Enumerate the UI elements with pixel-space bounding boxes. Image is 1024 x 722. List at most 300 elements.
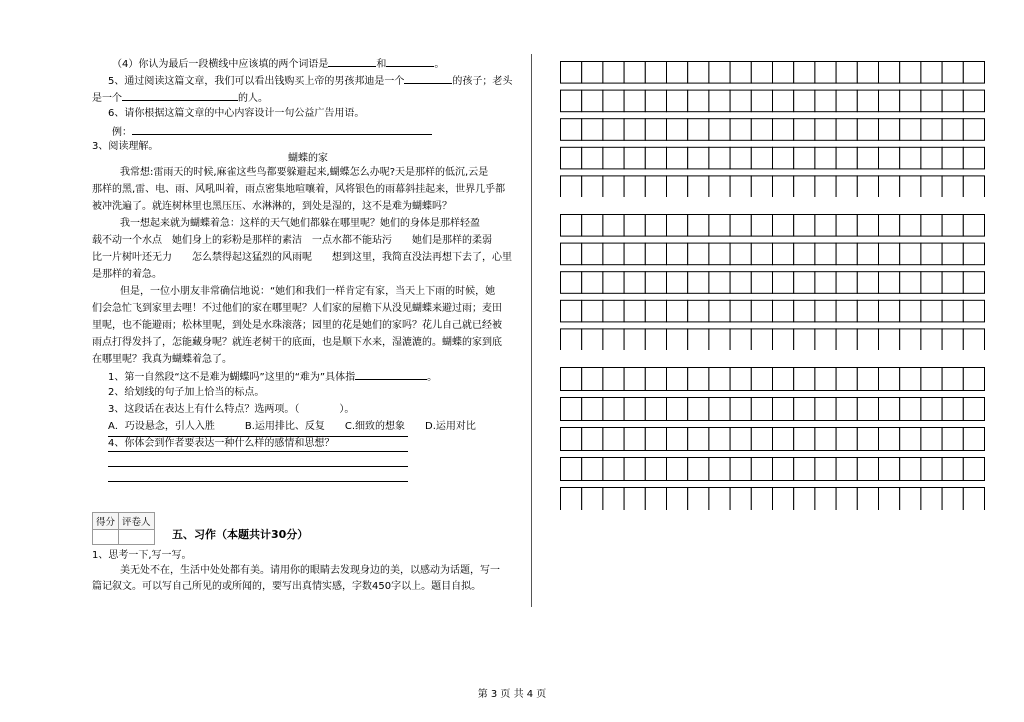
reviewer-cell[interactable]	[119, 530, 155, 545]
grid-cell[interactable]	[815, 215, 836, 237]
grid-cell[interactable]	[942, 272, 963, 294]
grid-cell[interactable]	[900, 90, 921, 112]
grid-cell[interactable]	[688, 488, 709, 511]
grid-cell[interactable]	[624, 272, 645, 294]
grid-cell[interactable]	[667, 488, 688, 511]
grid-cell[interactable]	[730, 458, 751, 481]
grid-cell[interactable]	[773, 176, 794, 197]
grid-cell[interactable]	[900, 488, 921, 511]
grid-cell[interactable]	[561, 300, 582, 322]
grid-cell[interactable]	[963, 147, 984, 169]
answer-line[interactable]	[108, 466, 408, 467]
grid-cell[interactable]	[730, 119, 751, 141]
grid-cell[interactable]	[921, 119, 942, 141]
grid-cell[interactable]	[730, 215, 751, 237]
grid-cell[interactable]	[624, 147, 645, 169]
grid-cell[interactable]	[857, 329, 878, 350]
grid-cell[interactable]	[942, 488, 963, 511]
grid-cell[interactable]	[624, 243, 645, 265]
grid-cell[interactable]	[942, 215, 963, 237]
grid-cell[interactable]	[942, 368, 963, 391]
grid-cell[interactable]	[879, 458, 900, 481]
grid-cell[interactable]	[921, 176, 942, 197]
grid-cell[interactable]	[857, 398, 878, 421]
grid-cell[interactable]	[688, 119, 709, 141]
grid-cell[interactable]	[645, 398, 666, 421]
grid-cell[interactable]	[963, 119, 984, 141]
grid-cell[interactable]	[963, 272, 984, 294]
grid-cell[interactable]	[879, 90, 900, 112]
grid-cell[interactable]	[900, 272, 921, 294]
grid-cell[interactable]	[815, 272, 836, 294]
grid-cell[interactable]	[667, 458, 688, 481]
grid-cell[interactable]	[963, 428, 984, 451]
grid-cell[interactable]	[921, 62, 942, 84]
grid-cell[interactable]	[879, 398, 900, 421]
grid-cell[interactable]	[561, 398, 582, 421]
grid-cell[interactable]	[624, 62, 645, 84]
grid-cell[interactable]	[857, 215, 878, 237]
grid-cell[interactable]	[836, 62, 857, 84]
grid-cell[interactable]	[879, 119, 900, 141]
writing-grid-block[interactable]	[560, 61, 986, 197]
grid-cell[interactable]	[582, 176, 603, 197]
grid-cell[interactable]	[645, 243, 666, 265]
grid-cell[interactable]	[921, 147, 942, 169]
grid-cell[interactable]	[794, 119, 815, 141]
grid-cell[interactable]	[942, 90, 963, 112]
grid-cell[interactable]	[963, 329, 984, 350]
grid-cell[interactable]	[794, 368, 815, 391]
grid-cell[interactable]	[900, 62, 921, 84]
grid-cell[interactable]	[603, 272, 624, 294]
grid-cell[interactable]	[836, 215, 857, 237]
grid-cell[interactable]	[921, 272, 942, 294]
grid-cell[interactable]	[603, 488, 624, 511]
grid-cell[interactable]	[667, 147, 688, 169]
grid-cell[interactable]	[963, 398, 984, 421]
grid-cell[interactable]	[836, 243, 857, 265]
grid-cell[interactable]	[624, 488, 645, 511]
grid-cell[interactable]	[645, 458, 666, 481]
grid-cell[interactable]	[582, 119, 603, 141]
grid-cell[interactable]	[667, 119, 688, 141]
grid-cell[interactable]	[561, 368, 582, 391]
grid-cell[interactable]	[963, 458, 984, 481]
grid-cell[interactable]	[773, 119, 794, 141]
grid-cell[interactable]	[688, 329, 709, 350]
grid-cell[interactable]	[857, 368, 878, 391]
grid-cell[interactable]	[624, 119, 645, 141]
grid-cell[interactable]	[773, 300, 794, 322]
grid-cell[interactable]	[561, 62, 582, 84]
grid-cell[interactable]	[624, 398, 645, 421]
grid-cell[interactable]	[603, 329, 624, 350]
grid-cell[interactable]	[963, 368, 984, 391]
grid-cell[interactable]	[942, 119, 963, 141]
grid-cell[interactable]	[603, 147, 624, 169]
grid-cell[interactable]	[667, 62, 688, 84]
grid-cell[interactable]	[688, 458, 709, 481]
grid-cell[interactable]	[857, 90, 878, 112]
grid-cell[interactable]	[751, 398, 772, 421]
grid-cell[interactable]	[603, 62, 624, 84]
grid-cell[interactable]	[942, 176, 963, 197]
grid-cell[interactable]	[773, 398, 794, 421]
grid-cell[interactable]	[815, 329, 836, 350]
grid-cell[interactable]	[624, 215, 645, 237]
grid-cell[interactable]	[645, 488, 666, 511]
example-answer-line[interactable]	[132, 124, 432, 135]
grid-cell[interactable]	[730, 90, 751, 112]
grid-cell[interactable]	[582, 458, 603, 481]
grid-cell[interactable]	[963, 488, 984, 511]
grid-cell[interactable]	[667, 428, 688, 451]
grid-cell[interactable]	[794, 488, 815, 511]
grid-cell[interactable]	[773, 329, 794, 350]
grid-cell[interactable]	[667, 215, 688, 237]
answer-blank[interactable]	[355, 369, 427, 380]
grid-cell[interactable]	[857, 458, 878, 481]
grid-cell[interactable]	[603, 215, 624, 237]
grid-cell[interactable]	[688, 90, 709, 112]
grid-cell[interactable]	[815, 488, 836, 511]
grid-cell[interactable]	[561, 243, 582, 265]
grid-cell[interactable]	[688, 300, 709, 322]
grid-cell[interactable]	[836, 119, 857, 141]
grid-cell[interactable]	[645, 428, 666, 451]
grid-cell[interactable]	[857, 62, 878, 84]
grid-cell[interactable]	[794, 62, 815, 84]
grid-cell[interactable]	[836, 329, 857, 350]
grid-cell[interactable]	[709, 458, 730, 481]
grid-cell[interactable]	[921, 428, 942, 451]
grid-cell[interactable]	[942, 300, 963, 322]
grid-cell[interactable]	[900, 147, 921, 169]
grid-cell[interactable]	[730, 243, 751, 265]
grid-cell[interactable]	[794, 329, 815, 350]
grid-cell[interactable]	[709, 90, 730, 112]
grid-cell[interactable]	[879, 215, 900, 237]
grid-cell[interactable]	[645, 90, 666, 112]
grid-cell[interactable]	[773, 488, 794, 511]
grid-cell[interactable]	[688, 215, 709, 237]
grid-cell[interactable]	[857, 147, 878, 169]
grid-cell[interactable]	[900, 458, 921, 481]
grid-cell[interactable]	[709, 243, 730, 265]
grid-cell[interactable]	[603, 243, 624, 265]
grid-cell[interactable]	[561, 90, 582, 112]
grid-cell[interactable]	[688, 243, 709, 265]
grid-cell[interactable]	[624, 90, 645, 112]
grid-cell[interactable]	[751, 119, 772, 141]
grid-cell[interactable]	[921, 488, 942, 511]
answer-line[interactable]	[108, 451, 408, 452]
grid-cell[interactable]	[879, 243, 900, 265]
grid-cell[interactable]	[730, 300, 751, 322]
grid-cell[interactable]	[963, 62, 984, 84]
grid-cell[interactable]	[921, 243, 942, 265]
grid-cell[interactable]	[857, 488, 878, 511]
grid-cell[interactable]	[942, 329, 963, 350]
grid-cell[interactable]	[645, 176, 666, 197]
grid-cell[interactable]	[794, 272, 815, 294]
grid-cell[interactable]	[815, 243, 836, 265]
grid-cell[interactable]	[794, 243, 815, 265]
grid-cell[interactable]	[815, 398, 836, 421]
grid-cell[interactable]	[751, 488, 772, 511]
grid-cell[interactable]	[879, 329, 900, 350]
grid-cell[interactable]	[942, 428, 963, 451]
grid-cell[interactable]	[836, 90, 857, 112]
grid-cell[interactable]	[900, 176, 921, 197]
grid-cell[interactable]	[879, 176, 900, 197]
grid-cell[interactable]	[561, 215, 582, 237]
grid-cell[interactable]	[603, 458, 624, 481]
grid-cell[interactable]	[730, 329, 751, 350]
grid-cell[interactable]	[879, 147, 900, 169]
grid-cell[interactable]	[582, 300, 603, 322]
grid-cell[interactable]	[857, 119, 878, 141]
grid-cell[interactable]	[942, 147, 963, 169]
grid-cell[interactable]	[561, 458, 582, 481]
grid-cell[interactable]	[921, 90, 942, 112]
grid-cell[interactable]	[751, 62, 772, 84]
grid-cell[interactable]	[709, 428, 730, 451]
grid-cell[interactable]	[900, 119, 921, 141]
grid-cell[interactable]	[582, 329, 603, 350]
grid-cell[interactable]	[645, 147, 666, 169]
grid-cell[interactable]	[603, 176, 624, 197]
grid-cell[interactable]	[667, 272, 688, 294]
grid-cell[interactable]	[900, 428, 921, 451]
grid-cell[interactable]	[709, 300, 730, 322]
writing-grid-block[interactable]	[560, 214, 986, 350]
grid-cell[interactable]	[794, 300, 815, 322]
grid-cell[interactable]	[857, 243, 878, 265]
grid-cell[interactable]	[624, 458, 645, 481]
grid-cell[interactable]	[624, 368, 645, 391]
grid-cell[interactable]	[603, 428, 624, 451]
grid-cell[interactable]	[879, 428, 900, 451]
grid-cell[interactable]	[794, 147, 815, 169]
grid-cell[interactable]	[921, 368, 942, 391]
grid-cell[interactable]	[688, 62, 709, 84]
grid-cell[interactable]	[963, 300, 984, 322]
answer-line[interactable]	[108, 436, 408, 437]
grid-cell[interactable]	[709, 368, 730, 391]
grid-cell[interactable]	[582, 243, 603, 265]
answer-blank[interactable]	[404, 73, 452, 84]
grid-cell[interactable]	[645, 62, 666, 84]
score-cell[interactable]	[93, 530, 119, 545]
grid-cell[interactable]	[645, 329, 666, 350]
grid-cell[interactable]	[667, 329, 688, 350]
grid-cell[interactable]	[561, 428, 582, 451]
grid-cell[interactable]	[773, 243, 794, 265]
grid-cell[interactable]	[582, 368, 603, 391]
grid-cell[interactable]	[857, 272, 878, 294]
grid-cell[interactable]	[815, 458, 836, 481]
grid-cell[interactable]	[751, 272, 772, 294]
grid-cell[interactable]	[561, 119, 582, 141]
grid-cell[interactable]	[751, 147, 772, 169]
grid-cell[interactable]	[688, 428, 709, 451]
grid-cell[interactable]	[709, 119, 730, 141]
grid-cell[interactable]	[603, 119, 624, 141]
grid-cell[interactable]	[942, 243, 963, 265]
grid-cell[interactable]	[963, 215, 984, 237]
grid-cell[interactable]	[751, 176, 772, 197]
grid-cell[interactable]	[879, 300, 900, 322]
grid-cell[interactable]	[836, 398, 857, 421]
grid-cell[interactable]	[794, 90, 815, 112]
grid-cell[interactable]	[815, 176, 836, 197]
grid-cell[interactable]	[900, 243, 921, 265]
grid-cell[interactable]	[730, 176, 751, 197]
grid-cell[interactable]	[773, 62, 794, 84]
grid-cell[interactable]	[582, 488, 603, 511]
grid-cell[interactable]	[900, 215, 921, 237]
grid-cell[interactable]	[836, 458, 857, 481]
grid-cell[interactable]	[815, 90, 836, 112]
grid-cell[interactable]	[921, 300, 942, 322]
grid-cell[interactable]	[942, 458, 963, 481]
grid-cell[interactable]	[900, 368, 921, 391]
grid-cell[interactable]	[900, 398, 921, 421]
grid-cell[interactable]	[921, 329, 942, 350]
grid-cell[interactable]	[582, 147, 603, 169]
grid-cell[interactable]	[667, 90, 688, 112]
grid-cell[interactable]	[815, 119, 836, 141]
grid-cell[interactable]	[963, 90, 984, 112]
answer-blank[interactable]	[386, 56, 434, 67]
grid-cell[interactable]	[751, 90, 772, 112]
grid-cell[interactable]	[603, 368, 624, 391]
grid-cell[interactable]	[751, 458, 772, 481]
grid-cell[interactable]	[582, 272, 603, 294]
grid-cell[interactable]	[942, 62, 963, 84]
grid-cell[interactable]	[709, 272, 730, 294]
grid-cell[interactable]	[667, 368, 688, 391]
grid-cell[interactable]	[645, 215, 666, 237]
grid-cell[interactable]	[857, 428, 878, 451]
grid-cell[interactable]	[730, 398, 751, 421]
grid-cell[interactable]	[667, 176, 688, 197]
grid-cell[interactable]	[730, 488, 751, 511]
grid-cell[interactable]	[561, 272, 582, 294]
grid-cell[interactable]	[603, 300, 624, 322]
grid-cell[interactable]	[709, 215, 730, 237]
grid-cell[interactable]	[645, 119, 666, 141]
grid-cell[interactable]	[582, 90, 603, 112]
answer-blank[interactable]	[328, 56, 376, 67]
grid-cell[interactable]	[836, 147, 857, 169]
grid-cell[interactable]	[773, 368, 794, 391]
grid-cell[interactable]	[688, 368, 709, 391]
grid-cell[interactable]	[836, 176, 857, 197]
grid-cell[interactable]	[794, 458, 815, 481]
answer-blank[interactable]	[122, 90, 238, 101]
grid-cell[interactable]	[688, 176, 709, 197]
grid-cell[interactable]	[879, 368, 900, 391]
grid-cell[interactable]	[751, 300, 772, 322]
grid-cell[interactable]	[603, 398, 624, 421]
grid-cell[interactable]	[815, 147, 836, 169]
grid-cell[interactable]	[667, 398, 688, 421]
grid-cell[interactable]	[963, 176, 984, 197]
grid-cell[interactable]	[857, 300, 878, 322]
grid-cell[interactable]	[836, 368, 857, 391]
grid-cell[interactable]	[751, 428, 772, 451]
grid-cell[interactable]	[709, 398, 730, 421]
writing-grid-block[interactable]	[560, 367, 986, 510]
grid-cell[interactable]	[773, 428, 794, 451]
grid-cell[interactable]	[730, 62, 751, 84]
grid-cell[interactable]	[730, 147, 751, 169]
grid-cell[interactable]	[794, 398, 815, 421]
grid-cell[interactable]	[645, 368, 666, 391]
grid-cell[interactable]	[921, 215, 942, 237]
grid-cell[interactable]	[603, 90, 624, 112]
grid-cell[interactable]	[794, 215, 815, 237]
grid-cell[interactable]	[857, 176, 878, 197]
answer-line[interactable]	[108, 481, 408, 482]
grid-cell[interactable]	[751, 368, 772, 391]
grid-cell[interactable]	[751, 243, 772, 265]
grid-cell[interactable]	[688, 398, 709, 421]
grid-cell[interactable]	[624, 329, 645, 350]
grid-cell[interactable]	[751, 215, 772, 237]
grid-cell[interactable]	[836, 272, 857, 294]
grid-cell[interactable]	[561, 488, 582, 511]
grid-cell[interactable]	[773, 147, 794, 169]
grid-cell[interactable]	[879, 62, 900, 84]
grid-cell[interactable]	[709, 176, 730, 197]
grid-cell[interactable]	[879, 488, 900, 511]
grid-cell[interactable]	[751, 329, 772, 350]
grid-cell[interactable]	[730, 368, 751, 391]
grid-cell[interactable]	[815, 428, 836, 451]
grid-cell[interactable]	[773, 90, 794, 112]
grid-cell[interactable]	[561, 329, 582, 350]
grid-cell[interactable]	[709, 62, 730, 84]
grid-cell[interactable]	[900, 329, 921, 350]
grid-cell[interactable]	[815, 62, 836, 84]
grid-cell[interactable]	[730, 428, 751, 451]
grid-cell[interactable]	[624, 428, 645, 451]
grid-cell[interactable]	[836, 300, 857, 322]
grid-cell[interactable]	[667, 243, 688, 265]
grid-cell[interactable]	[582, 215, 603, 237]
grid-cell[interactable]	[794, 176, 815, 197]
grid-cell[interactable]	[667, 300, 688, 322]
grid-cell[interactable]	[688, 147, 709, 169]
grid-cell[interactable]	[709, 147, 730, 169]
grid-cell[interactable]	[773, 215, 794, 237]
grid-cell[interactable]	[582, 428, 603, 451]
grid-cell[interactable]	[582, 62, 603, 84]
grid-cell[interactable]	[561, 147, 582, 169]
grid-cell[interactable]	[773, 458, 794, 481]
grid-cell[interactable]	[921, 398, 942, 421]
grid-cell[interactable]	[645, 300, 666, 322]
grid-cell[interactable]	[624, 176, 645, 197]
grid-cell[interactable]	[624, 300, 645, 322]
grid-cell[interactable]	[561, 176, 582, 197]
grid-cell[interactable]	[582, 398, 603, 421]
grid-cell[interactable]	[688, 272, 709, 294]
